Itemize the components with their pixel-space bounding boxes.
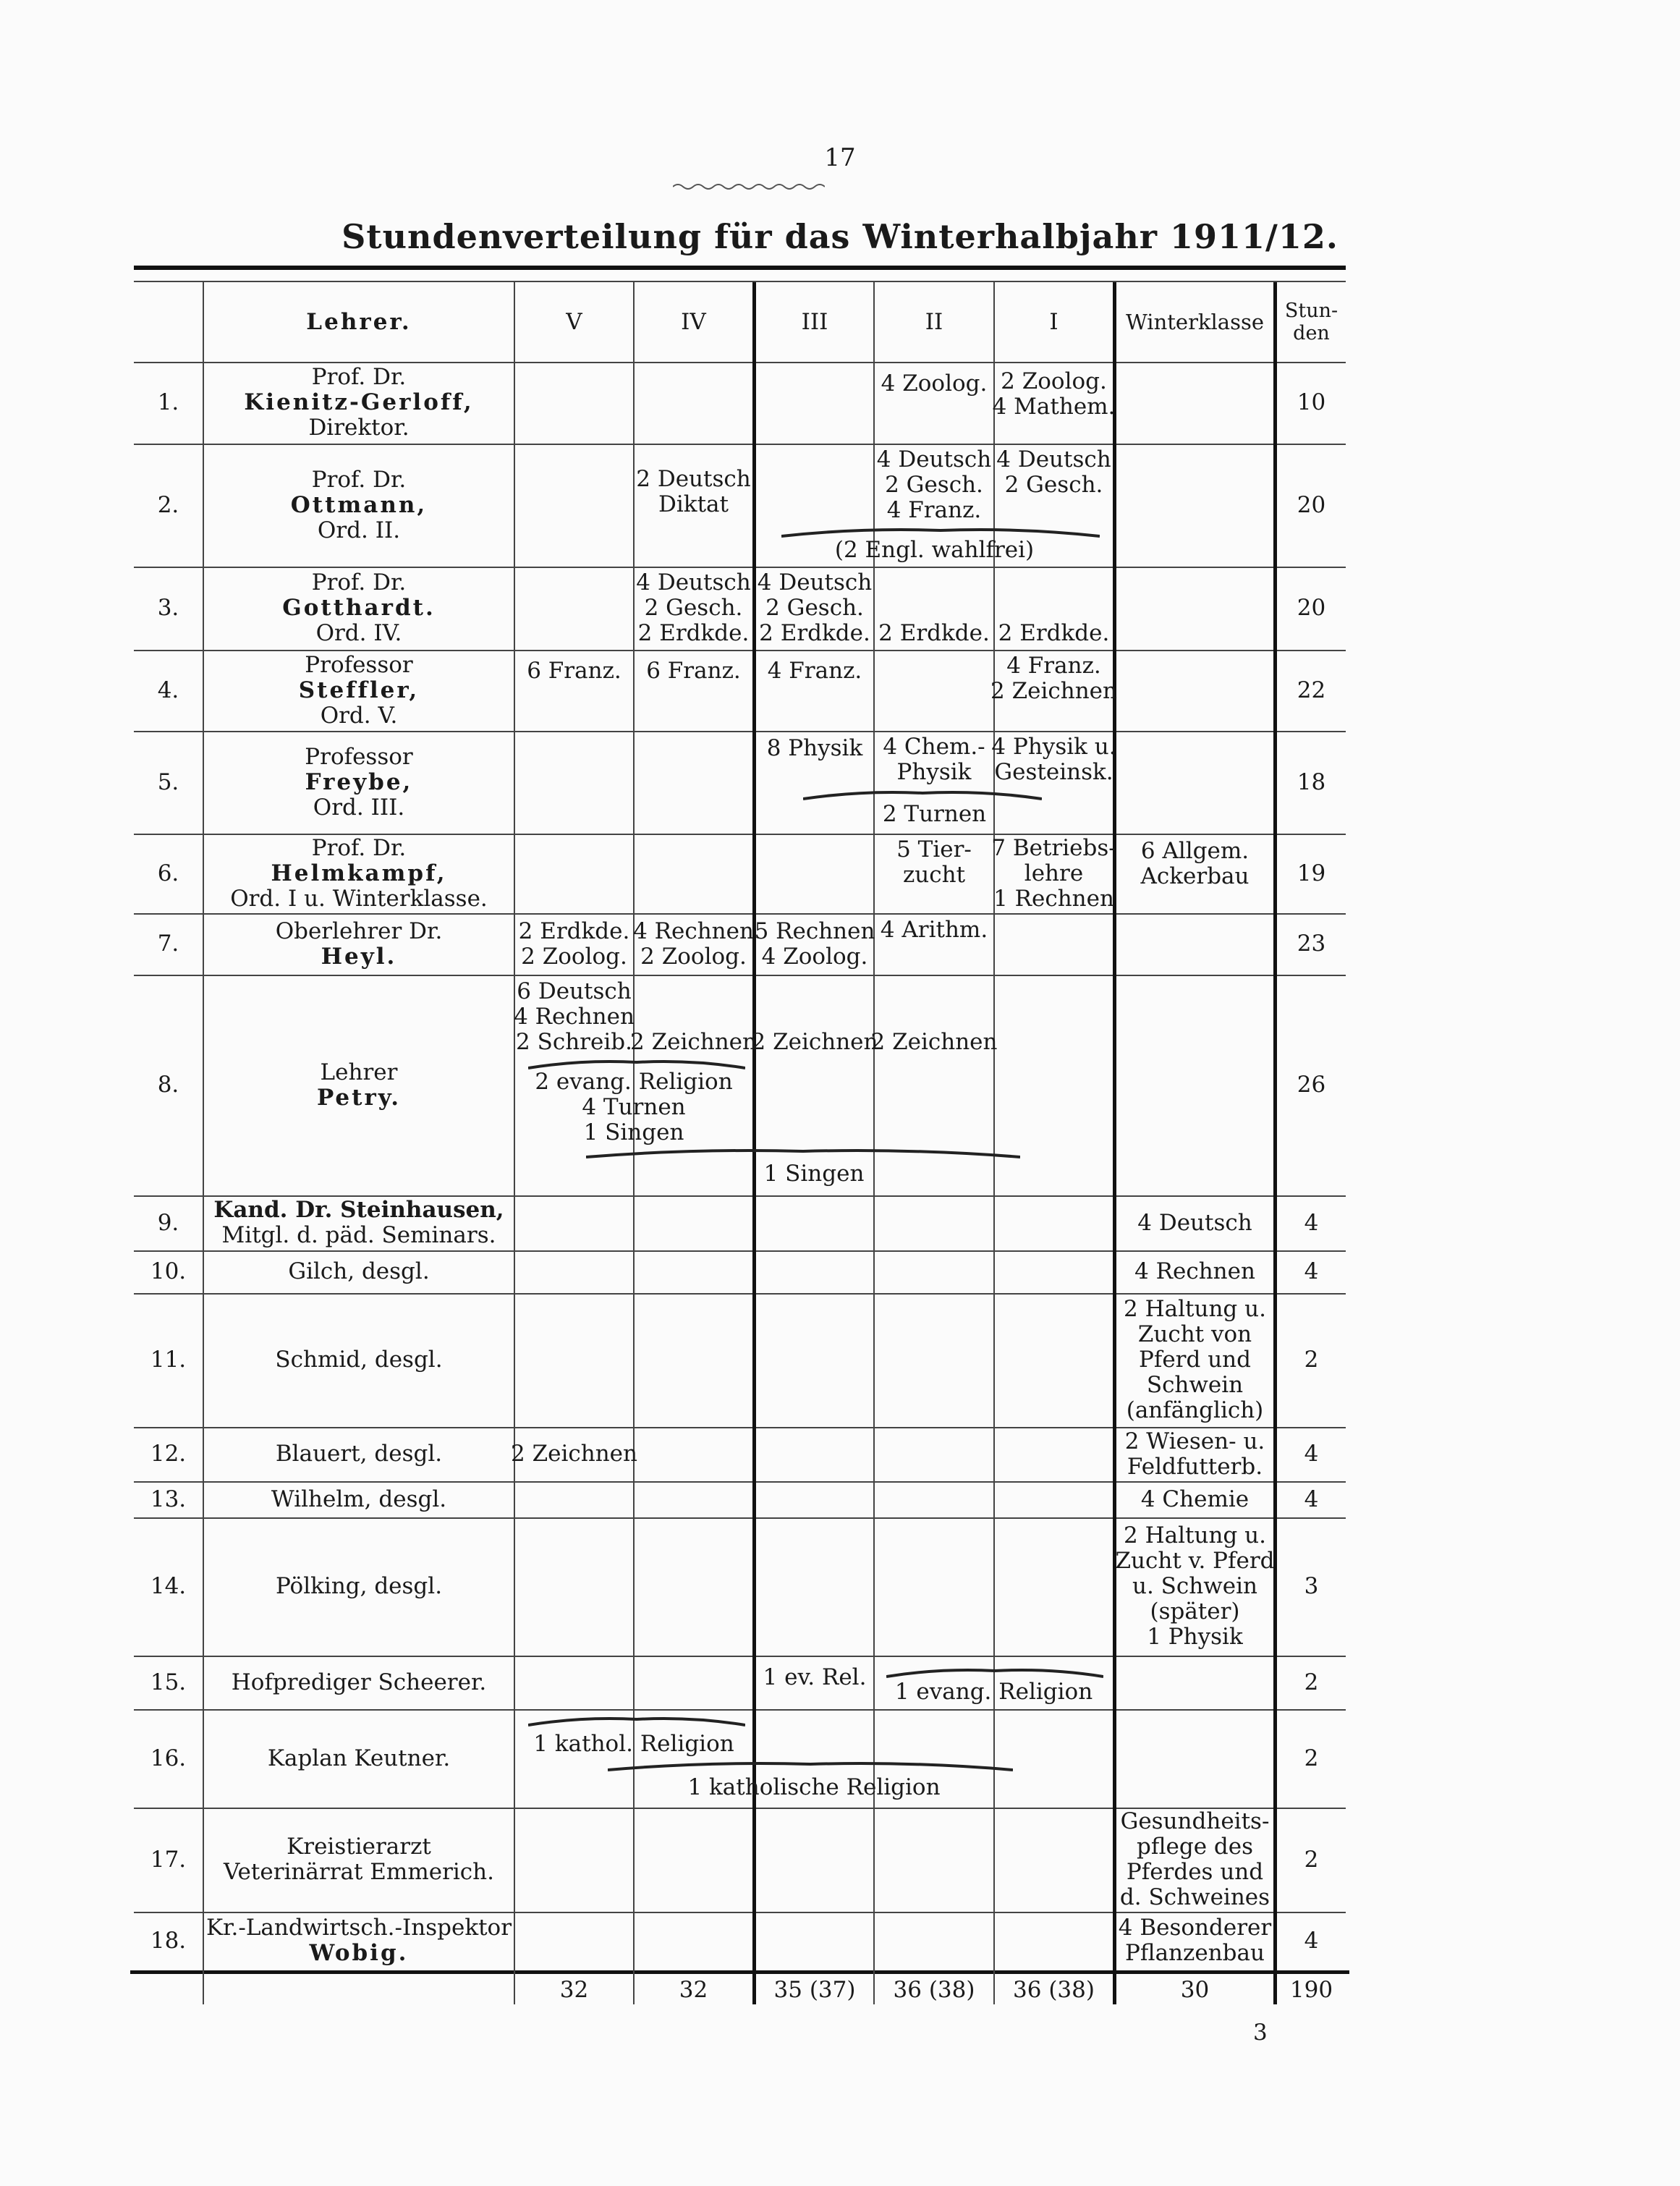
brace-mark [886,1666,1103,1678]
header-hours [1277,282,1346,362]
header-winter-class: Winterklasse [1126,309,1264,334]
teacher-name-cell: Schmid, desgl. [275,1347,443,1373]
lesson-v: 2 Erdkde. 2 Zoolog. [518,918,630,970]
top-thick-rule [134,266,1346,270]
lesson-winter: 4 Chemie [1140,1486,1250,1512]
total-winter: 30 [1180,1977,1210,2003]
header-class-iv: IV [681,308,706,335]
teacher-name-cell: Professor Steffler, Ord. V. [298,651,420,729]
hours-value: 23 [1297,931,1326,957]
lesson-ii: 2 Zeichnen [870,1028,998,1055]
row-number: 3. [157,595,179,621]
hours-value: 4 [1304,1209,1319,1236]
brace-mark [803,789,1042,800]
lesson-iv: 6 Franz. [646,658,741,684]
lesson-winter: 6 Allgem. Ackerbau [1140,838,1250,889]
hours-value: 22 [1297,677,1326,703]
lesson-ii: 4 Chem.- Physik [883,733,985,785]
row-number: 14. [150,1573,187,1599]
lesson-iv: 4 Deutsch 2 Gesch. 2 Erdkde. [636,569,751,646]
lesson-ii: 2 Erdkde. [878,619,990,646]
lesson-i: 2 Zoolog. 4 Mathem. [992,368,1116,420]
hours-value: 4 [1304,1927,1319,1954]
teacher-name-cell: Hofprediger Scheerer. [231,1669,487,1695]
lesson-i: 4 Deutsch 2 Gesch. [996,446,1111,498]
total-i: 36 (38) [1013,1977,1095,2003]
lesson-v: 2 Zeichnen [511,1441,637,1467]
spanning-lesson: 1 evang. Religion [894,1678,1093,1705]
spanning-lesson: 1 katholische Religion [687,1774,941,1800]
lesson-iv: 4 Rechnen 2 Zoolog. [633,918,754,970]
lesson-ii: 4 Deutsch 2 Gesch. 4 Franz. [876,446,992,523]
row-number: 12. [150,1441,187,1467]
lesson-winter: 2 Haltung u. Zucht von Pferd und Schwein (anfänglich) [1124,1296,1266,1423]
teacher-name-cell: Kreistierarzt Veterinärrat Emmerich. [224,1834,494,1885]
teacher-name-cell: Prof. Dr. Helmkampf, Ord. I u. Winterklasse. [230,834,488,912]
lesson-winter: 4 Rechnen [1134,1258,1255,1284]
brace-mark [586,1147,1020,1158]
spanning-lesson: (2 Engl. wahlfrei) [834,536,1035,563]
total-hours: 190 [1289,1977,1333,2003]
lesson-iii: 5 Rechnen 4 Zoolog. [754,918,875,970]
spanning-lesson-lower-classes: 2 evang. Religion 4 Turnen 1 Singen [535,1068,733,1145]
hours-value: 2 [1304,1669,1319,1695]
row-number: 10. [150,1258,187,1284]
lesson-v: 6 Deutsch 4 Rechnen 2 Schreib. [514,978,635,1055]
teacher-role: Direktor. [308,415,410,441]
row-number: 9. [157,1209,179,1236]
signature-mark: 3 [1253,2020,1268,2046]
page-title: Stundenverteilung für das Winterhalbjahr 1911/12. [341,217,1339,256]
teacher-name-cell: Blauert, desgl. [275,1441,443,1467]
header-class-ii: II [925,308,943,335]
row-number: 4. [157,677,179,703]
lesson-iii: 2 Zeichnen [751,1028,878,1055]
spanning-lesson: 1 Singen [763,1160,865,1187]
lesson-iv: 2 Deutsch Diktat [636,466,751,517]
total-v: 32 [559,1977,589,2003]
lesson-winter: 4 Besonderer Pflanzenbau [1118,1915,1272,1966]
lesson-ii: 5 Tier- zucht [896,836,972,888]
brace-mark [608,1760,1013,1771]
lesson-winter: 4 Deutsch [1137,1209,1252,1236]
brace-mark [528,1715,745,1727]
header-hours-line1: Stun- [1284,300,1339,322]
hours-value: 4 [1304,1486,1319,1512]
teacher-title: Prof. Dr. [311,364,407,390]
teacher-name-cell: Prof. Dr. Ottmann, Ord. II. [290,466,428,543]
lesson-iv: 2 Zeichnen [630,1028,757,1055]
row-number: 17. [150,1846,187,1873]
row-number: 15. [150,1669,187,1695]
header-class-iii: III [801,308,828,335]
row-number: 2. [157,491,179,518]
column-divider-bold [1113,282,1116,2004]
teacher-name-cell [204,362,514,444]
hours-value: 10 [1297,389,1326,415]
row-number: 8. [157,1072,179,1098]
teacher-name-cell: Gilch, desgl. [288,1258,430,1284]
teacher-name-cell: Wilhelm, desgl. [271,1486,447,1512]
lesson-winter: Gesundheits- pflege des Pferdes und d. Schweines [1119,1808,1270,1910]
teacher-name-cell: Oberlehrer Dr. Heyl. [275,918,443,970]
total-iii: 35 (37) [773,1977,856,2003]
hours-value: 26 [1297,1072,1326,1098]
total-ii: 36 (38) [893,1977,975,2003]
lesson-v: 6 Franz. [527,658,621,684]
lesson-winter: 2 Haltung u. Zucht v. Pferd u. Schwein (später) 1 Physik [1115,1522,1275,1650]
header-hours-line2: den [1293,322,1330,344]
lesson-i: 4 Physik u. Gesteinsk. [991,733,1116,785]
lesson-i: 2 Erdkde. [998,619,1110,646]
row-number: 5. [157,768,179,795]
teacher-name-cell: Lehrer Petry. [316,1059,402,1111]
row-number: 18. [150,1927,187,1954]
lesson-iii: 1 ev. Rel. [763,1664,867,1690]
spanning-lesson: 2 Turnen [882,800,987,827]
teacher-name: Kienitz-Gerloff, [244,389,474,415]
lesson-i: 4 Franz. 2 Zeichnen [990,652,1117,704]
row-number: 6. [157,860,179,886]
lesson-winter: 2 Wiesen- u. Feldfutterb. [1124,1428,1265,1480]
row-number: 7. [157,931,179,957]
hours-value: 19 [1297,860,1326,886]
hours-value: 18 [1297,768,1326,795]
row-number: 13. [150,1486,187,1512]
hours-value: 2 [1304,1745,1319,1771]
lesson-i: 7 Betriebs- lehre 1 Rechnen [991,834,1116,912]
teacher-name-cell: Kr.-Landwirtsch.-Inspektor Wobig. [205,1915,512,1966]
row-divider [134,975,1346,976]
row-number: 11. [150,1347,187,1373]
lesson-ii: 4 Arithm. [880,916,988,943]
hours-value: 20 [1297,491,1326,518]
teacher-name-cell: Kand. Dr. Steinhausen, Mitgl. d. päd. Seminars. [213,1197,504,1248]
hours-value: 2 [1304,1347,1319,1373]
teacher-name-cell: Kaplan Keutner. [267,1745,451,1771]
hours-value: 2 [1304,1846,1319,1873]
header-class-i: I [1049,308,1059,335]
decorative-wave-ornament [673,179,825,187]
header-class-v: V [566,308,582,335]
page-number: 17 [824,143,856,172]
teacher-name-cell: Pölking, desgl. [275,1573,443,1599]
hours-value: 3 [1304,1573,1319,1599]
header-teacher: Lehrer. [306,308,412,335]
teacher-name-cell: Professor Freybe, Ord. III. [305,743,413,821]
lesson-iii: 4 Franz. [767,658,862,684]
hours-value: 4 [1304,1441,1319,1467]
lesson-ii: 4 Zoolog. [881,370,988,397]
total-iv: 32 [679,1977,708,2003]
hours-value: 4 [1304,1258,1319,1284]
row-number: 1. [157,389,179,415]
lesson-iii: 4 Deutsch 2 Gesch. 2 Erdkde. [757,569,873,646]
row-number: 16. [150,1745,187,1771]
lesson-iii: 8 Physik [766,735,863,761]
spanning-lesson-catholic: 1 kathol. Religion [533,1730,734,1757]
hours-value: 20 [1297,595,1326,621]
teacher-name-cell: Prof. Dr. Gotthardt. Ord. IV. [282,569,436,646]
